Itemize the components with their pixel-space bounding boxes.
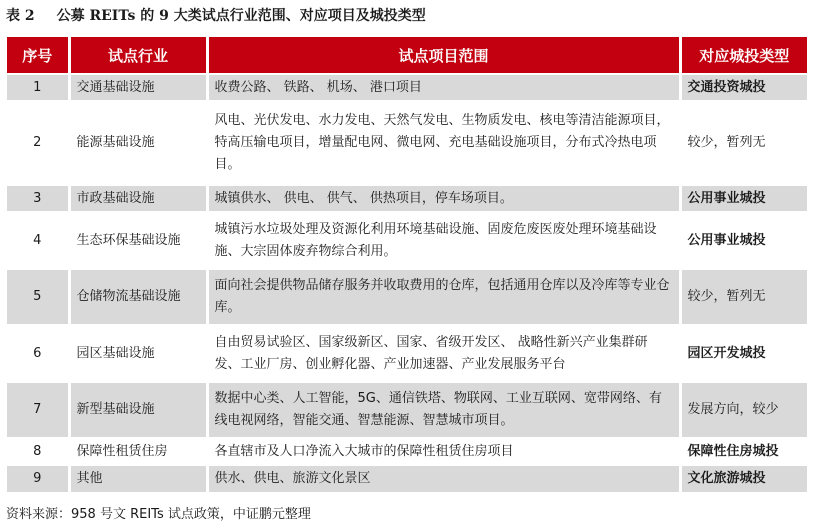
- cell-lgfv-type: 园区开发城投: [680, 325, 807, 382]
- header-lgfv-type: 对应城投类型: [680, 37, 807, 74]
- table-row: [7, 325, 807, 382]
- cell-lgfv-type: 较少，暂列无: [680, 101, 807, 185]
- cell-scope: 供水、供电、旅游文化景区: [207, 465, 680, 492]
- cell-industry: 保障性租赁住房: [69, 438, 207, 465]
- cell-industry: 交通基础设施: [69, 74, 207, 101]
- cell-serial: 5: [7, 269, 69, 325]
- table-row: [7, 101, 807, 185]
- cell-industry: 市政基础设施: [69, 185, 207, 212]
- table-row: [7, 185, 807, 212]
- cell-industry: 仓储物流基础设施: [69, 269, 207, 325]
- table-row: [7, 74, 807, 101]
- cell-lgfv-type: 公用事业城投: [680, 212, 807, 269]
- cell-serial: 4: [7, 212, 69, 269]
- cell-serial: 3: [7, 185, 69, 212]
- cell-serial: 7: [7, 382, 69, 438]
- cell-scope: 城镇污水垃圾处理及资源化利用环境基础设施、固废危废医废处理环境基础设施、大宗固体废弃物综合利用。: [207, 212, 680, 269]
- cell-scope: 收费公路、 铁路、 机场、 港口项目: [207, 74, 680, 101]
- cell-scope: 自由贸易试验区、国家级新区、国家、省级开发区、 战略性新兴产业集群研发、工业厂房、创业孵化器、产业加速器、产业发展服务平台: [207, 325, 680, 382]
- header-scope: 试点项目范围: [207, 37, 680, 74]
- table-caption: [6, 6, 426, 26]
- cell-serial: 8: [7, 438, 69, 465]
- cell-industry: 新型基础设施: [69, 382, 207, 438]
- cell-lgfv-type: 发展方向，较少: [680, 382, 807, 438]
- reits-industry-table: [7, 37, 807, 492]
- table-title: 公募 REITs 的 9 大类试点行业范围、对应项目及城投类型: [56, 8, 426, 24]
- cell-lgfv-type: 文化旅游城投: [680, 465, 807, 492]
- source-note: 资料来源：958 号文 REITs 试点政策，中证鹏元整理: [6, 507, 311, 522]
- cell-serial: 1: [7, 74, 69, 101]
- cell-scope: 数据中心类、人工智能，5G、通信铁塔、物联网、工业互联网、宽带网络、有线电视网络，智能交通、智慧能源、智慧城市项目。: [207, 382, 680, 438]
- table-row: [7, 465, 807, 492]
- table-row: [7, 212, 807, 269]
- cell-serial: 2: [7, 101, 69, 185]
- cell-lgfv-type: 较少，暂列无: [680, 269, 807, 325]
- cell-serial: 9: [7, 465, 69, 492]
- cell-industry: 其他: [69, 465, 207, 492]
- table-row: [7, 269, 807, 325]
- cell-serial: 6: [7, 325, 69, 382]
- table-row: [7, 438, 807, 465]
- cell-industry: 园区基础设施: [69, 325, 207, 382]
- cell-industry: 能源基础设施: [69, 101, 207, 185]
- table-number: 表 2: [6, 8, 35, 24]
- table-header-row: [7, 37, 807, 74]
- cell-scope: 城镇供水、 供电、 供气、 供热项目，停车场项目。: [207, 185, 680, 212]
- cell-lgfv-type: 保障性住房城投: [680, 438, 807, 465]
- cell-industry: 生态环保基础设施: [69, 212, 207, 269]
- cell-lgfv-type: 交通投资城投: [680, 74, 807, 101]
- cell-scope: 各直辖市及人口净流入大城市的保障性租赁住房项目: [207, 438, 680, 465]
- cell-scope: 风电、光伏发电、水力发电、天然气发电、生物质发电、核电等清洁能源项目，特高压输电项目，增量配电网、微电网、充电基础设施项目，分布式冷热电项目。: [207, 101, 680, 185]
- cell-lgfv-type: 公用事业城投: [680, 185, 807, 212]
- cell-scope: 面向社会提供物品储存服务并收取费用的仓库，包括通用仓库以及冷库等专业仓库。: [207, 269, 680, 325]
- table-row: [7, 382, 807, 438]
- header-serial: 序号: [7, 37, 69, 74]
- header-industry: 试点行业: [69, 37, 207, 74]
